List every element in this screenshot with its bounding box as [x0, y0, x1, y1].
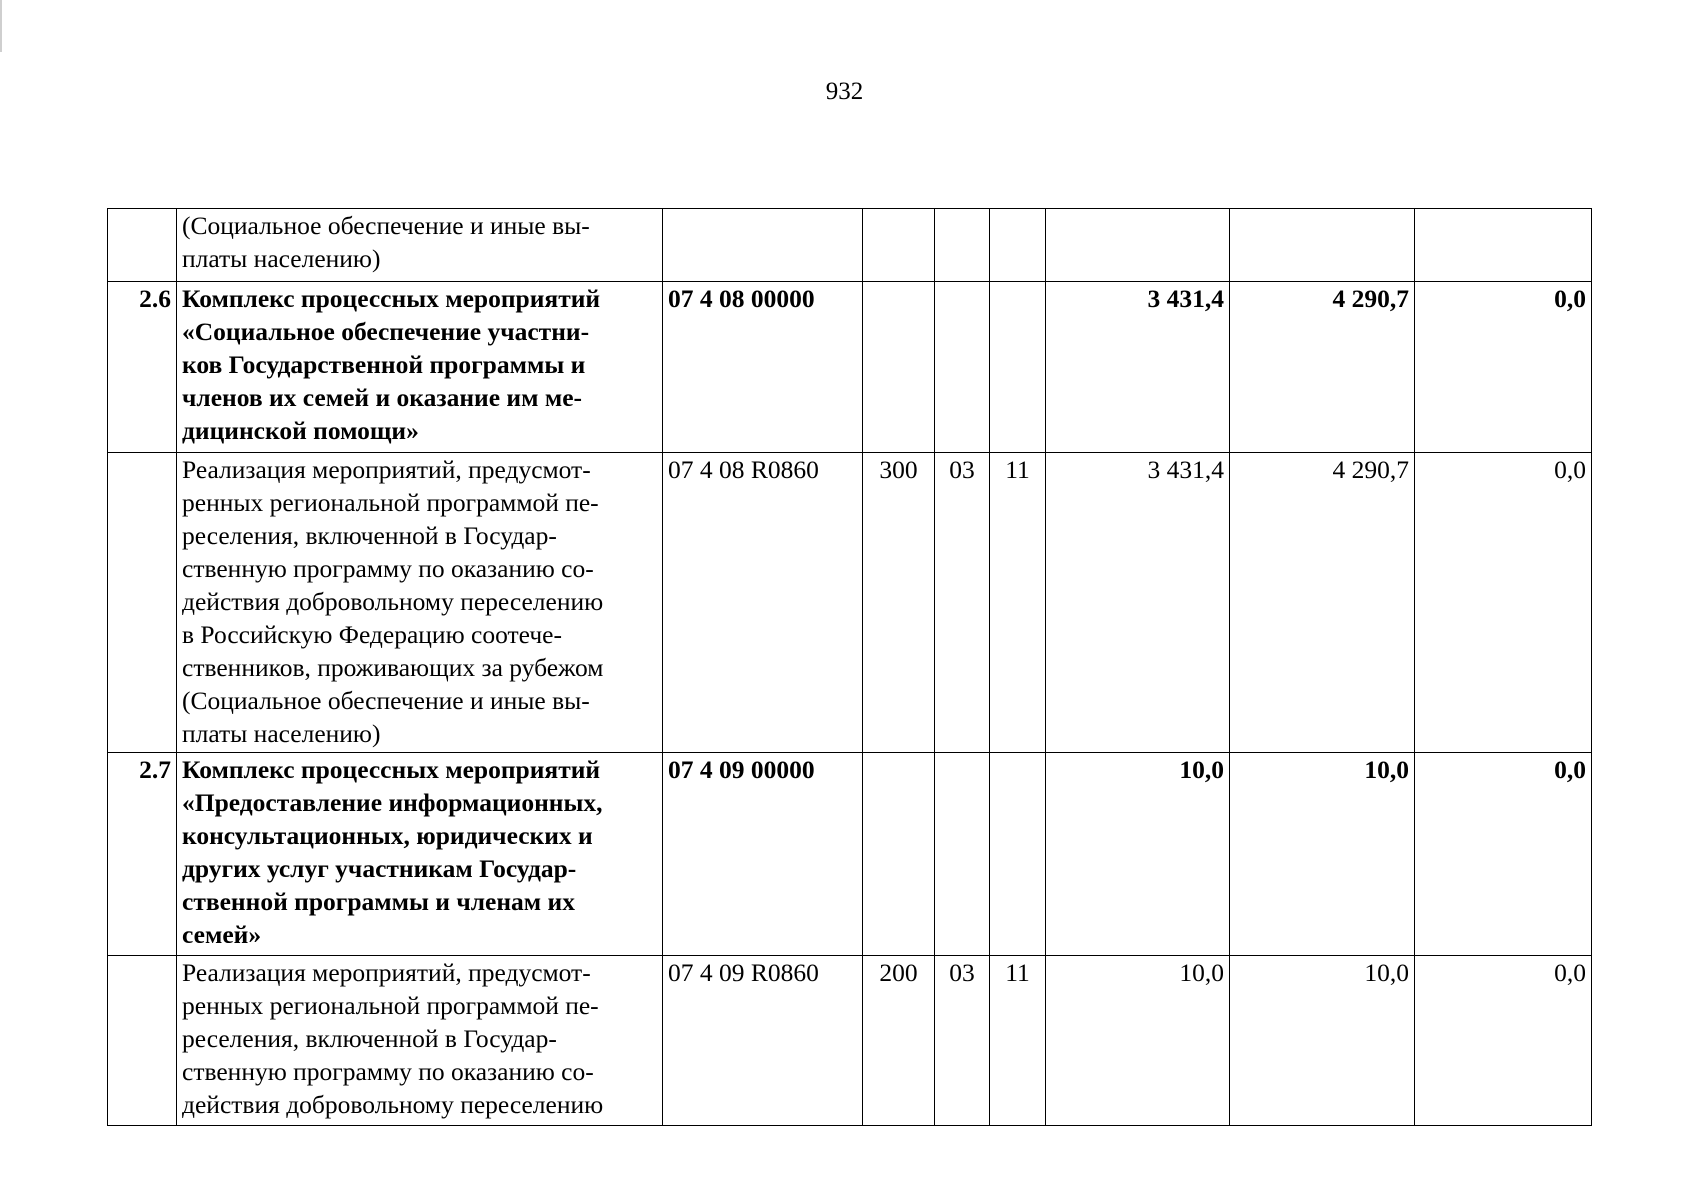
target-code-cell: 07 4 09 R0860	[663, 956, 863, 1126]
subsection-cell	[990, 282, 1046, 453]
table-row	[108, 282, 1592, 453]
section-cell	[935, 282, 990, 453]
row-number-cell	[108, 209, 177, 282]
table-row	[108, 956, 1592, 1126]
name-line: ков Государственной программы и	[182, 350, 586, 379]
table-row	[108, 453, 1592, 753]
amount-year2-cell	[1230, 209, 1415, 282]
name-line: платы населению)	[182, 719, 381, 748]
expense-type-cell: 200	[863, 956, 935, 1126]
amount-year2-cell: 10,0	[1230, 753, 1415, 956]
name-line: членов их семей и оказание им ме-	[182, 383, 583, 412]
amount-year2-cell: 4 290,7	[1230, 282, 1415, 453]
row-name-cell	[177, 209, 663, 282]
section-cell: 03	[935, 956, 990, 1126]
table-row	[108, 753, 1592, 956]
table-row	[108, 209, 1592, 282]
name-line: реселения, включенной в Государ-	[182, 1024, 557, 1053]
amount-year1-cell: 10,0	[1046, 753, 1230, 956]
amount-year3-cell: 0,0	[1415, 956, 1592, 1126]
name-line: семей»	[182, 920, 262, 949]
amount-year1-cell: 10,0	[1046, 956, 1230, 1126]
expense-type-cell	[863, 753, 935, 956]
name-line: консультационных, юридических и	[182, 821, 593, 850]
name-line: действия добровольному переселению	[182, 587, 604, 616]
page-number: 932	[825, 78, 864, 105]
name-line: ренных региональной программой пе-	[182, 488, 599, 517]
subsection-cell: 11	[990, 956, 1046, 1126]
name-line: дицинской помощи»	[182, 416, 419, 445]
name-line: ственную программу по оказанию со-	[182, 554, 594, 583]
scan-edge-mark	[0, 0, 2, 52]
row-name-cell	[177, 282, 663, 453]
expense-type-cell	[863, 209, 935, 282]
subsection-cell	[990, 209, 1046, 282]
budget-table	[107, 208, 1592, 1126]
target-code-cell	[663, 209, 863, 282]
target-code-cell: 07 4 09 00000	[663, 753, 863, 956]
amount-year3-cell: 0,0	[1415, 753, 1592, 956]
name-line: (Социальное обеспечение и иные вы-	[182, 686, 590, 715]
name-line: Комплекс процессных мероприятий	[182, 755, 601, 784]
amount-year2-cell: 4 290,7	[1230, 453, 1415, 753]
section-cell: 03	[935, 453, 990, 753]
name-line: Комплекс процессных мероприятий	[182, 284, 601, 313]
row-number-cell	[108, 956, 177, 1126]
name-line: «Социальное обеспечение участни-	[182, 317, 590, 346]
expense-type-cell	[863, 282, 935, 453]
subsection-cell	[990, 753, 1046, 956]
section-cell	[935, 209, 990, 282]
target-code-cell: 07 4 08 00000	[663, 282, 863, 453]
name-line: Реализация мероприятий, предусмот-	[182, 958, 591, 987]
name-line: (Социальное обеспечение и иные вы-	[182, 211, 590, 240]
row-name-cell	[177, 956, 663, 1126]
name-line: других услуг участникам Государ-	[182, 854, 577, 883]
subsection-cell: 11	[990, 453, 1046, 753]
expense-type-cell: 300	[863, 453, 935, 753]
name-line: «Предоставление информационных,	[182, 788, 603, 817]
name-line: в Российскую Федерацию соотече-	[182, 620, 562, 649]
row-number-cell	[108, 453, 177, 753]
name-line: ственную программу по оказанию со-	[182, 1057, 594, 1086]
name-line: Реализация мероприятий, предусмот-	[182, 455, 591, 484]
name-line: ренных региональной программой пе-	[182, 991, 599, 1020]
amount-year3-cell: 0,0	[1415, 282, 1592, 453]
amount-year3-cell: 0,0	[1415, 453, 1592, 753]
target-code-cell: 07 4 08 R0860	[663, 453, 863, 753]
amount-year3-cell	[1415, 209, 1592, 282]
row-number-cell: 2.6	[108, 282, 177, 453]
name-line: реселения, включенной в Государ-	[182, 521, 557, 550]
name-line: ственной программы и членам их	[182, 887, 575, 916]
amount-year1-cell: 3 431,4	[1046, 282, 1230, 453]
name-line: действия добровольному переселению	[182, 1090, 604, 1119]
row-number-cell: 2.7	[108, 753, 177, 956]
row-name-cell	[177, 453, 663, 753]
name-line: платы населению)	[182, 244, 381, 273]
row-name-cell	[177, 753, 663, 956]
amount-year1-cell	[1046, 209, 1230, 282]
amount-year2-cell: 10,0	[1230, 956, 1415, 1126]
section-cell	[935, 753, 990, 956]
name-line: ственников, проживающих за рубежом	[182, 653, 604, 682]
amount-year1-cell: 3 431,4	[1046, 453, 1230, 753]
